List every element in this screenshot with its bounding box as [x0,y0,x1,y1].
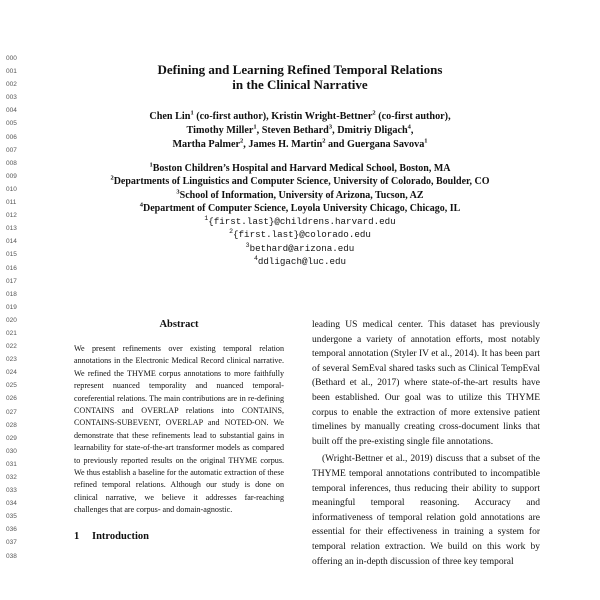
right-column [312,318,540,569]
author-sup: 4 [407,123,411,131]
email-list [40,215,560,268]
line-number: 038 [6,552,17,560]
email-sup: 1 [204,215,209,223]
author-note: (co-first author), [375,111,451,122]
line-number: 018 [6,290,17,298]
author-name: Timothy Miller [186,125,254,136]
line-number: 011 [6,199,17,207]
line-number: 037 [6,539,17,547]
line-number: 036 [6,526,17,534]
line-number: 003 [6,94,17,102]
author-sup: 2 [240,137,244,145]
author-line-3 [40,138,560,152]
line-number: 029 [6,434,17,442]
section-number: 1 [74,530,80,542]
author-sep: and [325,139,348,150]
affiliation [40,175,560,188]
affiliation-text: Department of Computer Science, Loyola University Chicago, Chicago, IL [142,202,461,214]
line-number: 006 [6,133,17,141]
affiliation-sup: 4 [139,201,143,209]
line-number: 017 [6,277,17,285]
author-name: Kristin Wright-Bettner [271,111,373,122]
author-line-1 [40,110,560,124]
line-number: 008 [6,159,17,167]
email-sup: 4 [253,255,258,263]
author-name: Martha Palmer [172,139,241,150]
line-number: 024 [6,369,17,377]
author-sup: 2 [372,109,376,117]
line-number: 019 [6,303,17,311]
line-number: 025 [6,382,17,390]
abstract-body: We present refinements over existing temporal relation annotations in the Electronic Medical Record clinical narrative. We refined the THYME corpus annotations to more faithfully represent nuanced temporality and nuanced temporal-coreferential relations. The main contributions are in re-defining CONTAINS and OVERLAP relations into CONTAINS, CONTAINS-SUBEVENT, OVERLAP and NOTED-ON. We demonstrate that these refinements lead to substantial gains in learnability for state-of-the-art transformer models as compared to previously reported results on the original THYME corpus. We thus establish a baseline for the automatic extraction of these refined temporal relations. Although our study is done on clinical narrative, we believe it addresses far-reaching challenges that are corpus- and domain-agnostic. [74,344,284,515]
author-sup: 1 [424,137,428,145]
affiliation-text: Boston Children’s Hospital and Harvard Medical School, Boston, MA [152,163,451,174]
line-number: 033 [6,487,17,495]
line-number: 007 [6,146,17,154]
line-number: 004 [6,107,17,115]
email-sup: 2 [229,228,234,236]
author-sup: 2 [322,137,326,145]
author-sup: 1 [190,109,194,117]
affiliation-sup: 1 [149,161,153,169]
author-sup: 1 [253,123,257,131]
email-text: bethard@arizona.edu [249,242,355,254]
author-sep: , [243,139,249,150]
author-list [40,110,560,152]
author-name: Dmitriy Dligach [337,125,408,136]
author-sep: , [332,125,338,136]
author-name: Chen Lin [149,111,191,122]
email [40,228,560,241]
author-name: Steven Bethard [261,125,329,136]
line-number: 016 [6,264,17,272]
line-number: 010 [6,185,17,193]
section-title: Introduction [92,530,149,542]
line-number: 020 [6,316,17,324]
line-numbers [6,52,26,563]
author-sup: 3 [328,123,333,131]
line-number: 031 [6,460,17,468]
affiliation-text: Departments of Linguistics and Computer Science, University of Colorado, Boulder, CO [113,176,490,188]
line-number: 015 [6,251,17,259]
line-number: 009 [6,172,17,180]
line-number: 021 [6,329,17,337]
line-number: 001 [6,68,17,76]
email-text: {first.last}@childrens.harvard.edu [208,216,396,228]
email-text: {first.last}@colorado.edu [233,229,371,241]
author-note: (co-first author), [193,111,272,122]
author-name: Guergana Savova [347,139,425,150]
line-number: 002 [6,81,17,89]
line-number: 012 [6,212,17,220]
title-line-2: in the Clinical Narrative [232,77,368,92]
title-line-1: Defining and Learning Refined Temporal Relations [157,62,443,77]
email [40,255,560,268]
line-number: 014 [6,238,17,246]
email-sup: 3 [245,241,250,249]
body-paragraph: leading US medical center. This dataset has previously undergone a variety of annotation efforts, most notably temporal annotation (Styler IV et al., 2014). It has been part of several SemEval shared tasks such as Clinical TempEval (Bethard et al., 2017) where state-of-the-art results have been established. Our goal was to utilize this THYME corpus to enable the extraction of more extensive patient timelines by manually creating cross-document links that built off the pre-existing single file annotations. [312,320,540,447]
affiliation [40,202,560,215]
affiliation-list [40,162,560,215]
paper-header [40,62,560,268]
line-number: 028 [6,421,17,429]
email-text: ddligach@luc.edu [257,256,347,268]
line-number: 026 [6,395,17,403]
affiliation-sup: 2 [110,174,114,182]
line-number: 005 [6,120,17,128]
line-number: 027 [6,408,17,416]
affiliation-text: School of Information, University of Arizona, Tucson, AZ [179,189,424,201]
author-line-2 [40,124,560,138]
affiliation [40,189,560,202]
line-number: 000 [6,55,17,62]
abstract-heading: Abstract [159,319,199,330]
email [40,242,560,255]
author-sep: , [410,125,414,136]
line-number: 022 [6,343,17,351]
left-column [74,318,284,543]
line-number: 032 [6,474,17,481]
author-sep: , [256,125,262,136]
paper-title [40,62,560,92]
line-number: 034 [6,500,17,508]
email [40,215,560,228]
affiliation [40,162,560,175]
affiliation-sup: 3 [176,188,180,196]
introduction-heading [74,530,284,543]
author-name: James H. Martin [248,139,323,150]
line-number: 013 [6,225,17,233]
line-number: 035 [6,513,17,521]
body-paragraph: (Wright-Bettner et al., 2019) discuss that a subset of the THYME temporal annotations contributed to incompatible temporal inferences, thus reducing their ability to support meaningful temporal reasoning. Accuracy and informativeness of temporal relation gold annotations are essential for their effectiveness in training a system for temporal relation extraction. We build on this work by offering an in-depth discussion of three key temporal [312,454,540,567]
line-number: 023 [6,356,17,364]
line-number: 030 [6,447,17,455]
